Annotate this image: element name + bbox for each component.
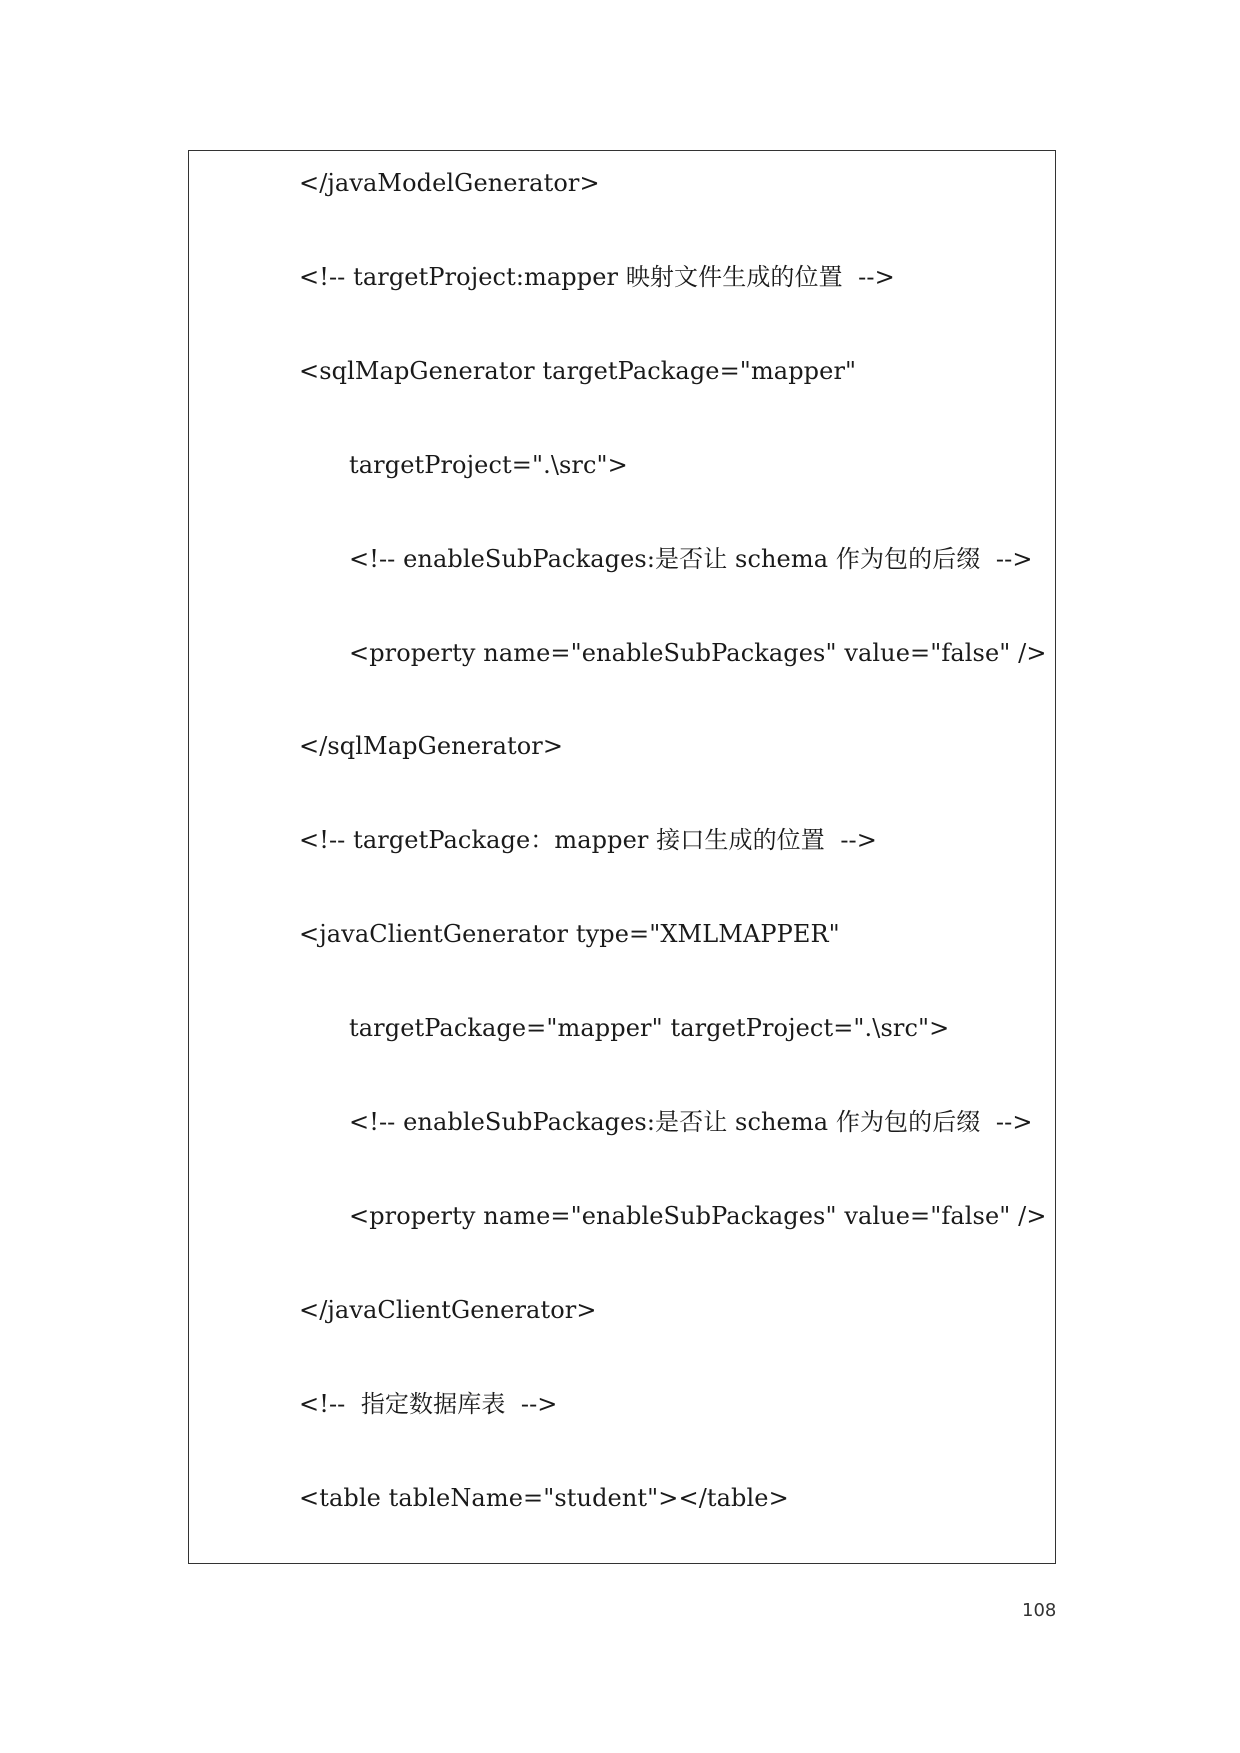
code-line: <sqlMapGenerator targetPackage="mapper" xyxy=(299,356,857,385)
code-line: </javaModelGenerator> xyxy=(299,169,600,197)
code-line: <table tableName="student"></table> xyxy=(299,1483,789,1512)
code-listing-box xyxy=(188,150,1056,1564)
code-line: <javaClientGenerator type="XMLMAPPER" xyxy=(299,920,840,949)
page-number: 108 xyxy=(1022,1600,1057,1621)
code-line: <!-- targetProject:mapper 映射文件生成的位置 --> xyxy=(299,262,895,291)
code-line: <!-- enableSubPackages:是否让 schema 作为包的后缀 --> xyxy=(349,1108,1033,1136)
code-line: <!-- enableSubPackages:是否让 schema 作为包的后缀 --> xyxy=(349,544,1033,573)
code-line: <property name="enableSubPackages" value="false" /> xyxy=(349,1201,1047,1230)
code-line: <!-- targetPackage：mapper 接口生成的位置 --> xyxy=(299,826,877,855)
code-line: <!-- 指定数据库表 --> xyxy=(299,1389,558,1418)
code-line: </sqlMapGenerator> xyxy=(299,732,564,761)
code-line: <property name="enableSubPackages" value="false" /> xyxy=(349,638,1047,667)
code-line: </javaClientGenerator> xyxy=(299,1295,597,1324)
code-line: targetPackage="mapper" targetProject=".\src"> xyxy=(349,1014,950,1043)
code-line: targetProject=".\src"> xyxy=(349,450,628,479)
